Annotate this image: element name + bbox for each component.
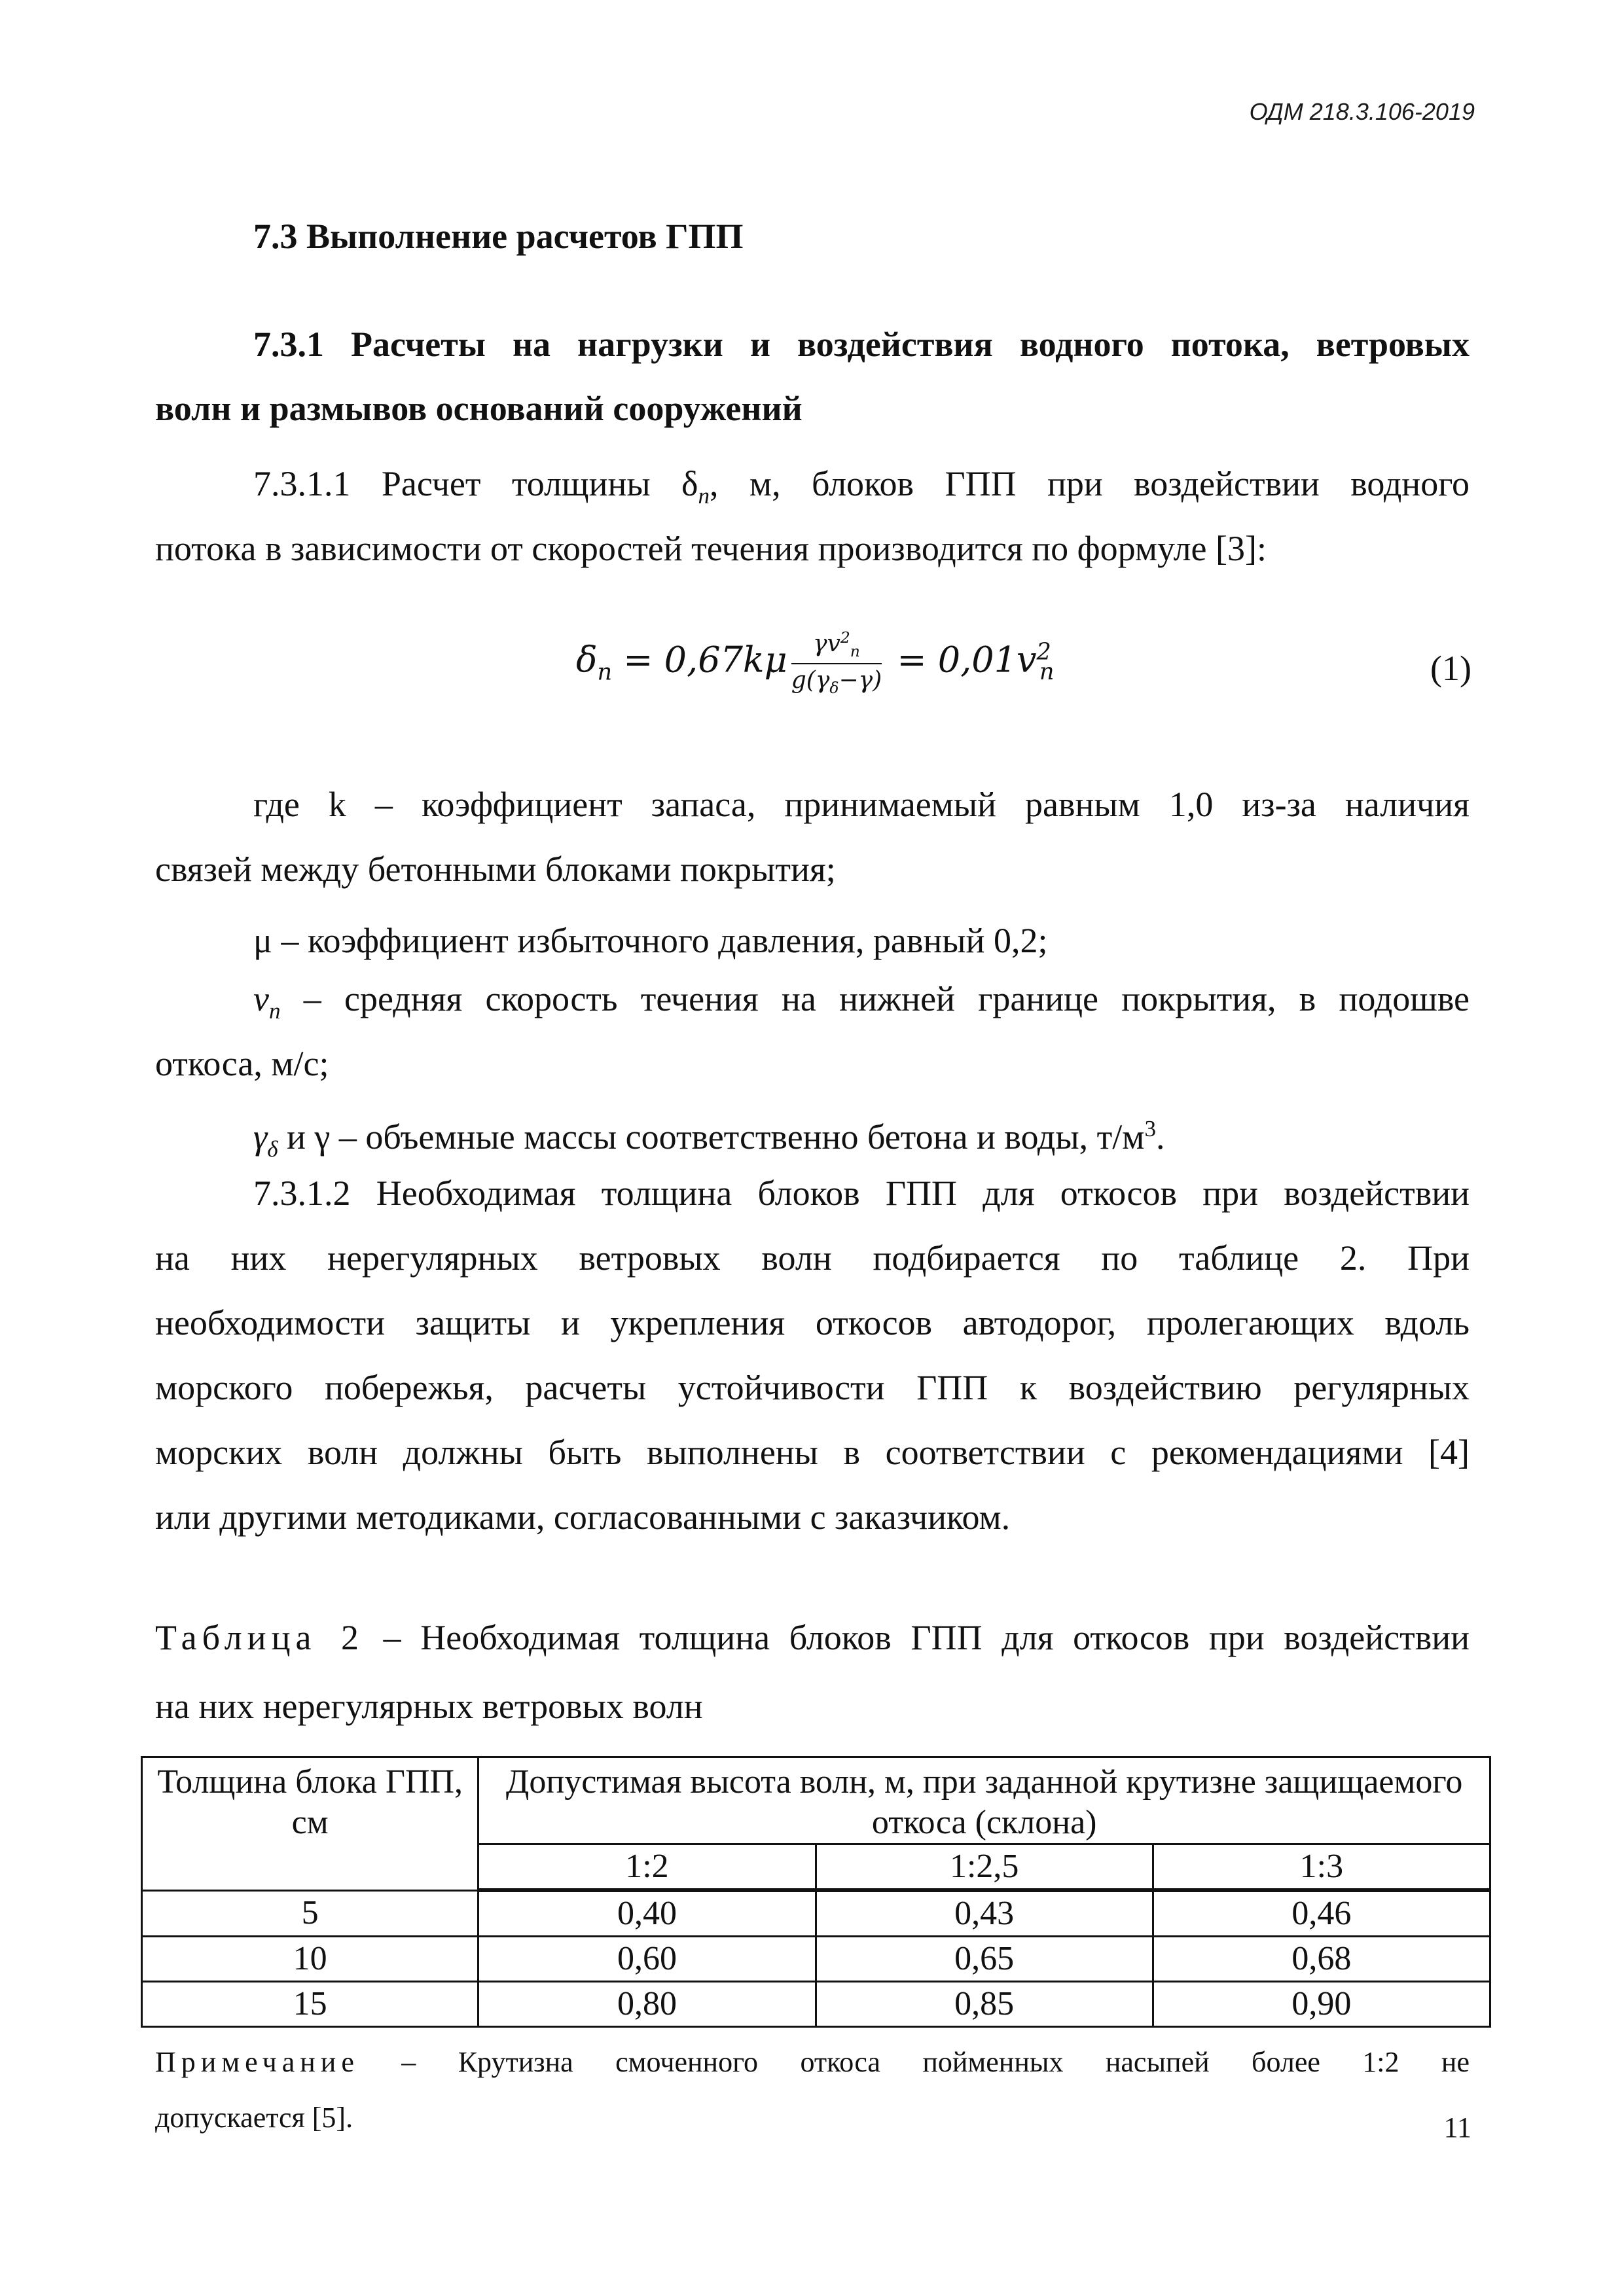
para2-line6: или другими методиками, согласованными с заказчиком.: [155, 1498, 1011, 1537]
note-line2: допускается [5].: [155, 2102, 353, 2134]
def-mu: μ – коэффициент избыточного давления, равный 0,2;: [253, 921, 1048, 960]
table-cell: 0,46: [1153, 1890, 1490, 1937]
gamma-sub: δ: [267, 1136, 278, 1162]
para1-line2: потока в зависимости от скоростей течения производится по формуле [3]:: [155, 529, 1267, 568]
equation-number: (1): [1430, 649, 1471, 688]
formula-denominator: [791, 664, 882, 697]
gamma-sup: 3: [1144, 1116, 1156, 1141]
para2-line5: морских волн должны быть выполнены в соответствии с рекомендациями [4]: [155, 1433, 1470, 1472]
table-cell: 0,65: [816, 1937, 1153, 1982]
subsection-title-line2: волн и размывов оснований сооружений: [155, 389, 803, 428]
para2-line1: 7.3.1.2 Необходимая толщина блоков ГПП для откосов при воздействии: [253, 1174, 1470, 1213]
table-row: [142, 1937, 1490, 1982]
den-sub: δ: [829, 679, 839, 698]
formula-lhs: δ: [576, 639, 598, 681]
subsection-title-line1: 7.3.1 Расчеты на нагрузки и воздействия водного потока, ветровых: [253, 325, 1470, 364]
note-line1: [155, 2034, 1470, 2090]
slope-header: 1:2: [478, 1844, 816, 1891]
table-cell: 0,40: [478, 1890, 816, 1937]
def-vn-line2: откоса, м/с;: [155, 1044, 329, 1083]
note-text: – Крутизна смоченного откоса пойменных насыпей более 1:2 не: [359, 2046, 1470, 2078]
table-cell: 0,60: [478, 1937, 816, 1982]
table-caption-line2: на них нерегулярных ветровых волн: [155, 1687, 703, 1726]
slope-header: 1:2,5: [816, 1844, 1153, 1891]
table-cell: 10: [142, 1937, 478, 1982]
para2-line2: на них нерегулярных ветровых волн подбирается по таблице 2. При: [155, 1238, 1470, 1278]
para2-line3: необходимости защиты и укрепления откосов автодорог, пролегающих вдоль: [155, 1303, 1470, 1342]
vn-sub: n: [268, 997, 281, 1024]
slope-header: 1:3: [1153, 1844, 1490, 1891]
formula-1: [576, 628, 1054, 697]
gamma-symbol: γ: [253, 1117, 268, 1157]
table-cell: 5: [142, 1890, 478, 1937]
table-row: [142, 1982, 1490, 2027]
document-code: ОДМ 218.3.106-2019: [1249, 98, 1475, 125]
table-cell: 0,90: [1153, 1982, 1490, 2027]
formula-fraction: [791, 628, 882, 697]
formula-rhs-sub: n: [1039, 658, 1055, 686]
def-k-line1: где k – коэффициент запаса, принимаемый равным 1,0 из-за наличия: [253, 785, 1470, 824]
den-rest: −γ): [839, 667, 882, 694]
table-cell: 0,80: [478, 1982, 816, 2027]
formula-lhs-sub: n: [597, 658, 613, 686]
formula-coef: = 0,67kμ: [612, 639, 787, 681]
col-header-thickness: Толщина блока ГПП, см: [142, 1757, 478, 1891]
table-cell: 0,68: [1153, 1937, 1490, 1982]
den-text: g(γ: [791, 667, 830, 694]
vn-text: – средняя скорость течения на нижней границе покрытия, в подошве: [280, 979, 1470, 1018]
col-header-wave-height: Допустимая высота волн, м, при заданной крутизне защищаемого откоса (склона): [478, 1757, 1490, 1844]
table-caption-line1: [155, 1604, 1470, 1672]
para1-text-a: 7.3.1.1 Расчет толщины δ: [253, 464, 698, 503]
formula-rhs: = 0,01v: [886, 639, 1037, 681]
num-sub: n: [850, 642, 860, 661]
table-cell: 0,85: [816, 1982, 1153, 2027]
gamma-end: .: [1155, 1117, 1165, 1157]
formula-numerator: [791, 628, 882, 664]
num-text: γv: [813, 630, 840, 657]
para1-subscript: n: [698, 482, 710, 509]
table-cell: 15: [142, 1982, 478, 2027]
num-sup: 2: [840, 628, 850, 647]
page-number: 11: [1443, 2111, 1471, 2144]
gamma-text: и γ – объемные массы соответственно бетона и воды, т/м: [278, 1117, 1145, 1157]
table-caption-text: – Необходимая толщина блоков ГПП для откосов при воздействии: [364, 1618, 1470, 1657]
table-row: [142, 1890, 1490, 1937]
wave-height-table: [141, 1756, 1491, 2028]
note-label: Примечание: [155, 2046, 359, 2078]
section-title: 7.3 Выполнение расчетов ГПП: [253, 217, 744, 256]
formula-rhs-sup: 2: [1036, 638, 1051, 666]
para1-text-b: , м, блоков ГПП при воздействии водного: [710, 464, 1470, 503]
def-k-line2: связей между бетонными блоками покрытия;: [155, 850, 836, 889]
table-cell: 0,43: [816, 1890, 1153, 1937]
para2-line4: морского побережья, расчеты устойчивости ГПП к воздействию регулярных: [155, 1368, 1470, 1407]
vn-symbol: v: [253, 979, 269, 1018]
table-caption-label: Таблица 2: [155, 1618, 365, 1657]
